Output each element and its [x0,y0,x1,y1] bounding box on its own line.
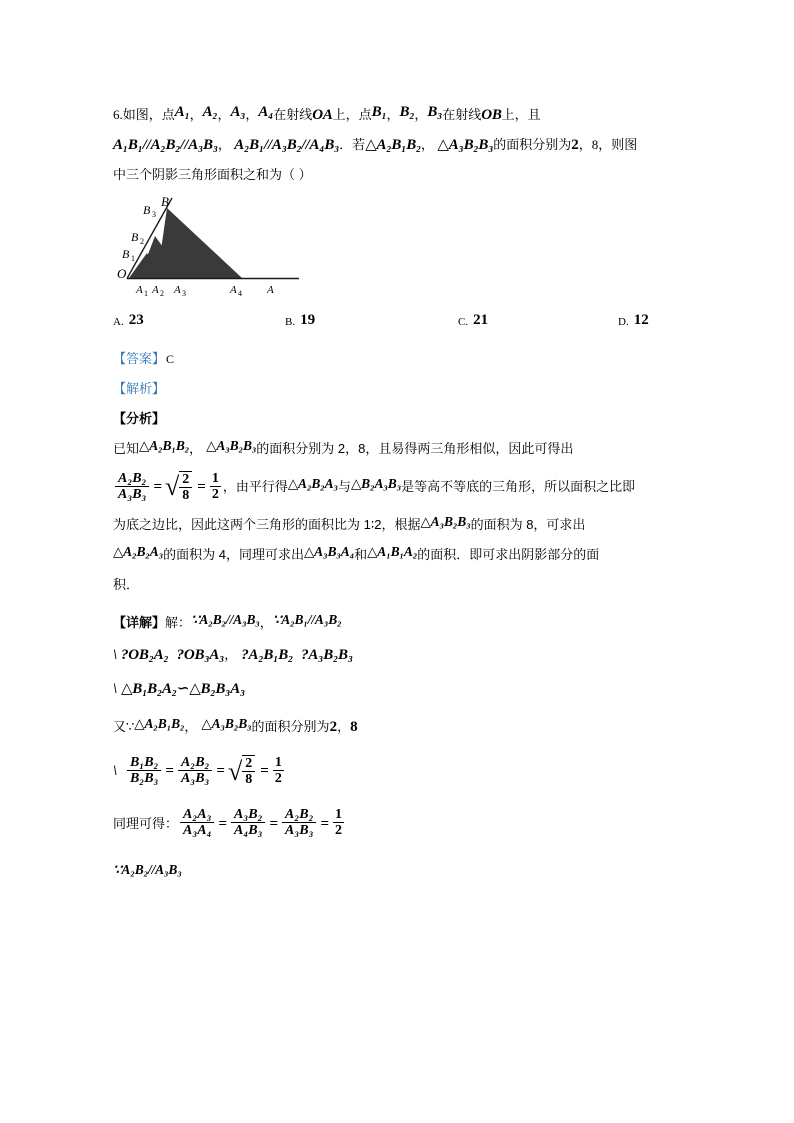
analysis-tri-a3b2b3: △A₃B₂B₃ [206,438,257,453]
detail-expr-1: A₂B₂//A₃B₃ [199,612,260,628]
detail-l6-prefix: 同理可得： [113,815,179,831]
point-a1: A₁ [174,104,190,120]
detail-l2-e1: OB₂A₂ [128,647,169,664]
detail-solve-word: 解： [165,615,192,631]
detail-line-4: 又∵△A₂B₁B₂， △A₃B₂B₃的面积分别为2，8 [113,716,358,736]
analysis-tri-a1b1a2: △A₁B₁A₂ [367,544,418,560]
detail-therefore-1: ∵ [191,612,200,628]
detail-tag: 【详解】 [113,615,166,631]
analysis-tri-a3b2b3-2: △A₃B₂B₃ [420,514,471,530]
detail-line-1 [113,608,683,638]
detail-line-5: \ $\frac{\text{B₁B₂}}{\text{B₂B₃}}$ = $\frac{\text{A₂B₂}}{\text{A₃B₃}}$ = √ $\frac{2}{8}$ = $\frac{1}{2}$ [113,748,683,794]
jiexi-row [113,374,683,404]
question-number: 6. [113,107,123,122]
option-c[interactable] [458,312,488,329]
figure-label-B: B [161,196,169,209]
option-a-value: 23 [128,312,144,328]
figure-label-B3-sub: 3 [152,210,156,219]
stem-text-c: 上，点 [332,107,372,122]
l5-res-den: 2 [274,771,282,787]
analysis-paragraph-3 [113,510,683,540]
triangle-a3b2b3: △A₃B₂B₃ [437,137,494,153]
point-b3: B₃ [427,104,443,120]
detail-line-7 [113,855,683,885]
detail-line-3 [113,672,683,706]
option-a[interactable] [113,312,144,329]
ray-ob-label: OB [481,107,502,123]
detail-comma-1: ， [259,615,273,631]
geometry-figure-svg [117,196,327,306]
detail-line-2 [113,638,683,672]
ratio-denominator: A₃B₃ [115,486,149,502]
sqrt-numerator: 2 [182,471,190,487]
options-row [113,312,683,340]
figure-label-B1: B [122,247,130,261]
analysis-p3-a: 为底之边比，因此这两个三角形的面积比为 1∶2，根据 [113,517,421,533]
point-b2: B₂ [399,104,415,120]
l5-sq-num: 2 [245,755,253,771]
analysis-p1-b: 的面积分别为 2，8，且易得两三角形相似，因此可得出 [256,441,574,456]
analysis-paragraph-1: 已知△A₂B₁B₂， △A₃B₂B₃的面积分别为 2，8，且易得两三角形相似，因此可得出 [113,438,574,456]
fenxi-tag: 【分析】 [113,411,166,426]
area-value-1: 2 [571,137,579,153]
detail-l7-sym: ∵ [113,861,122,877]
figure-label-B3: B [143,203,151,217]
option-d-label: D. [618,316,629,328]
similar-symbol-icon: ∽ [176,681,190,698]
figure-label-A2-sub: 2 [160,289,164,298]
detail-l2-e2: OB₃A₃ [183,647,225,664]
detail-l2-comma: ， [224,647,238,663]
question-stem-line-1: 6.如图，点A₁，A₂，A₃，A₄在射线OA上，点B₁，B₂，B₃在射线OB上，且 [113,104,541,123]
point-a4: A₄ [258,104,274,120]
l5-f1-num: B₁B₂ [129,755,159,771]
analysis-p4-and: 和 [354,547,368,563]
answer-row [113,344,683,374]
figure-label-B2-sub: 2 [140,237,144,246]
analysis-tri-a2b1b2: △A₂B₁B₂ [139,438,190,453]
detail-l2-e4: A₃B₂B₃ [308,647,353,664]
detail-l2-e3: A₂B₁B₂ [248,647,294,664]
option-b-label: B. [285,316,296,328]
jiexi-tag: 【解析】 [113,381,166,396]
figure-label-A1-sub: 1 [144,289,148,298]
analysis-p3-b: 的面积为 8，可求出 [470,517,586,533]
stem-text-d: 在射线 [442,107,482,122]
detail-l4-v2: 8 [350,719,358,736]
l6-f1-num: A₂A₃ [183,807,212,823]
l6-res-den: 2 [335,823,343,839]
l5-f2-den: A₃B₃ [178,770,212,786]
figure-label-A1: A [136,284,143,296]
ratio-a2b2-a3b3 [115,471,149,502]
figure-label-A: A [267,284,274,296]
geometry-figure [117,196,327,306]
option-d[interactable] [618,312,649,329]
radical-sign-icon: √ [165,472,180,502]
document-content [113,100,683,885]
area-value-2: 8 [591,137,599,152]
analysis-paragraph-2: $\frac{\text{A₂B₂}}{\text{A₃B₃}}$ = √ $\frac{2}{8}$ = $\frac{1}{2}$ ，由平行得△A₂B₂A₃与△B₂A₃B₃是等高不等底的三角形，所以面积之比即 [113,464,683,510]
stem-text-a: 如图，点 [122,107,175,122]
option-c-label: C. [458,316,469,328]
detail-l4-comma: ， [184,719,198,735]
l5-sq-den: 8 [242,771,255,787]
result-numerator: 1 [211,470,219,486]
detail-l4-tri2: △A₃B₂B₃ [201,716,252,732]
analysis-tri-a3b3a4: △A₃B₃A₄ [303,544,355,560]
ratio-a2b2-a3b3-2 [178,755,212,786]
answer-tag: 【答案】 [113,351,166,366]
question-stem-line-2: A₁B₁//A₂B₂//A₃B₃， A₂B₁//A₃B₂//A₄B₃．若△A₂B₁B₂， △A₃B₂B₃的面积分别为2，8，则图 [113,137,638,153]
detail-l4-tri1: △A₂B₁B₂ [134,716,185,732]
figure-label-A4-sub: 4 [238,289,242,298]
detail-l4-b: 的面积分别为 [251,719,330,735]
ratio-a2a3-a3a4 [180,807,214,838]
option-b-value: 19 [300,312,316,328]
stem-text-i: 中三个阴影三角形面积之和为（ ） [113,167,312,182]
detail-line-6: 同理可得： $\frac{\text{A₂A₃}}{\text{A₃A₄}}$ = $\frac{\text{A₃B₂}}{\text{A₄B₃}}$ = $\frac{\text{A₂B₂}}{\text{A₃B₃}}$ = $\frac{1}{2}$ [113,807,343,839]
ratio-b1b2-b2b3 [127,755,161,786]
ratio-a2b2-a3b3-3 [282,807,316,838]
ray-oa-label: OA [312,107,333,123]
detail-l5-prefix: \ [113,763,117,780]
detail-l4-a: 又∵ [113,719,135,735]
sqrt-fraction-2-over-8-b [228,748,255,794]
point-a2: A₂ [202,104,218,120]
detail-expr-2: A₂B₁//A₃B₂ [281,612,342,628]
parallel-relation-2: A₂B₁//A₃B₂//A₄B₃ [234,137,340,153]
shaded-triangle-3 [157,208,242,278]
detail-l2-prefix: \ [113,647,117,664]
option-a-label: A. [113,316,124,328]
sqrt-denominator: 8 [179,487,192,503]
result-one-half-2 [273,755,284,786]
l6-res-num: 1 [335,807,343,823]
l6-f3-den: A₃B₃ [282,822,316,838]
detail-therefore-2: ∵ [272,612,282,628]
analysis-p4-b: 的面积．即可求出阴影部分的面 [417,547,600,563]
l5-f2-num: A₂B₂ [180,755,210,771]
figure-label-B1-sub: 1 [131,254,135,263]
fenxi-row [113,404,683,434]
answer-value: C [166,352,175,366]
analysis-tri-a2b2a3-2: △A₂B₂A₃ [113,544,164,560]
analysis-p2-and: 与 [337,479,351,494]
l6-f3-num: A₂B₂ [285,807,314,823]
l6-f2-num: A₃B₂ [234,807,263,823]
analysis-paragraph-4 [113,540,683,570]
detail-l7-expr: A₂B₂//A₃B₃ [121,861,182,877]
parallel-relation-1: A₁B₁//A₂B₂//A₃B₃ [113,137,218,153]
detail-l3-e2: △B₂B₃A₃ [189,681,246,698]
analysis-p2-a: ，由平行得 [222,479,288,494]
stem-text-f: ．若 [339,137,366,152]
l6-f1-den: A₃A₄ [180,822,214,838]
analysis-p2-b: 是等高不等底的三角形，所以面积之比即 [401,479,636,494]
option-b[interactable] [285,312,315,329]
stem-text-b: 在射线 [273,107,313,122]
detail-l3-e1: △B₁B₂A₂ [120,681,177,698]
analysis-p5: 积． [113,577,140,593]
figure-label-A3: A [174,284,181,296]
option-c-value: 21 [473,312,489,328]
figure-label-O: O [117,266,127,281]
analysis-tri-a2b2a3: △A₂B₂A₃ [287,476,338,491]
l6-f2-den: A₄B₃ [231,822,265,838]
result-one-half-3 [333,807,344,838]
analysis-tri-b2a3b3: △B₂A₃B₃ [351,476,402,491]
point-a3: A₃ [230,104,246,120]
detail-l2-q2: ? [176,647,184,664]
stem-text-h: ，则图 [598,137,638,152]
figure-label-A4: A [230,284,237,296]
detail-l4-v1: 2 [329,719,338,736]
radical-sign-icon-2: √ [227,756,243,786]
figure-label-B2: B [131,230,139,244]
analysis-p4-a: 的面积为 4，同理可求出 [163,547,304,563]
detail-l2-q4: ? [301,647,309,664]
question-block [113,100,683,190]
analysis-p1-a: 已知 [113,441,140,456]
sqrt-fraction-2-over-8 [165,463,192,509]
question-stem-line-3 [113,160,683,190]
stem-text-g: 的面积分别为 [493,137,572,152]
detail-l3-prefix: \ [113,681,117,698]
ratio-a3b2-a4b3 [231,807,265,838]
l5-res-num: 1 [274,755,282,771]
result-denominator: 2 [211,486,219,502]
detail-l2-q1: ? [120,647,129,664]
result-one-half [210,471,221,502]
ratio-numerator: A₂B₂ [118,470,147,486]
analysis-paragraph-5 [113,570,683,600]
figure-label-A2: A [152,284,159,296]
detail-l2-q3: ? [241,647,249,664]
figure-label-A3-sub: 3 [182,289,186,298]
option-d-value: 12 [633,312,649,328]
triangle-a2b1b2: △A₂B₁B₂ [365,137,422,153]
stem-text-e: 上，且 [501,107,541,122]
point-b1: B₁ [371,104,387,120]
l5-f1-den: B₂B₃ [127,770,161,786]
